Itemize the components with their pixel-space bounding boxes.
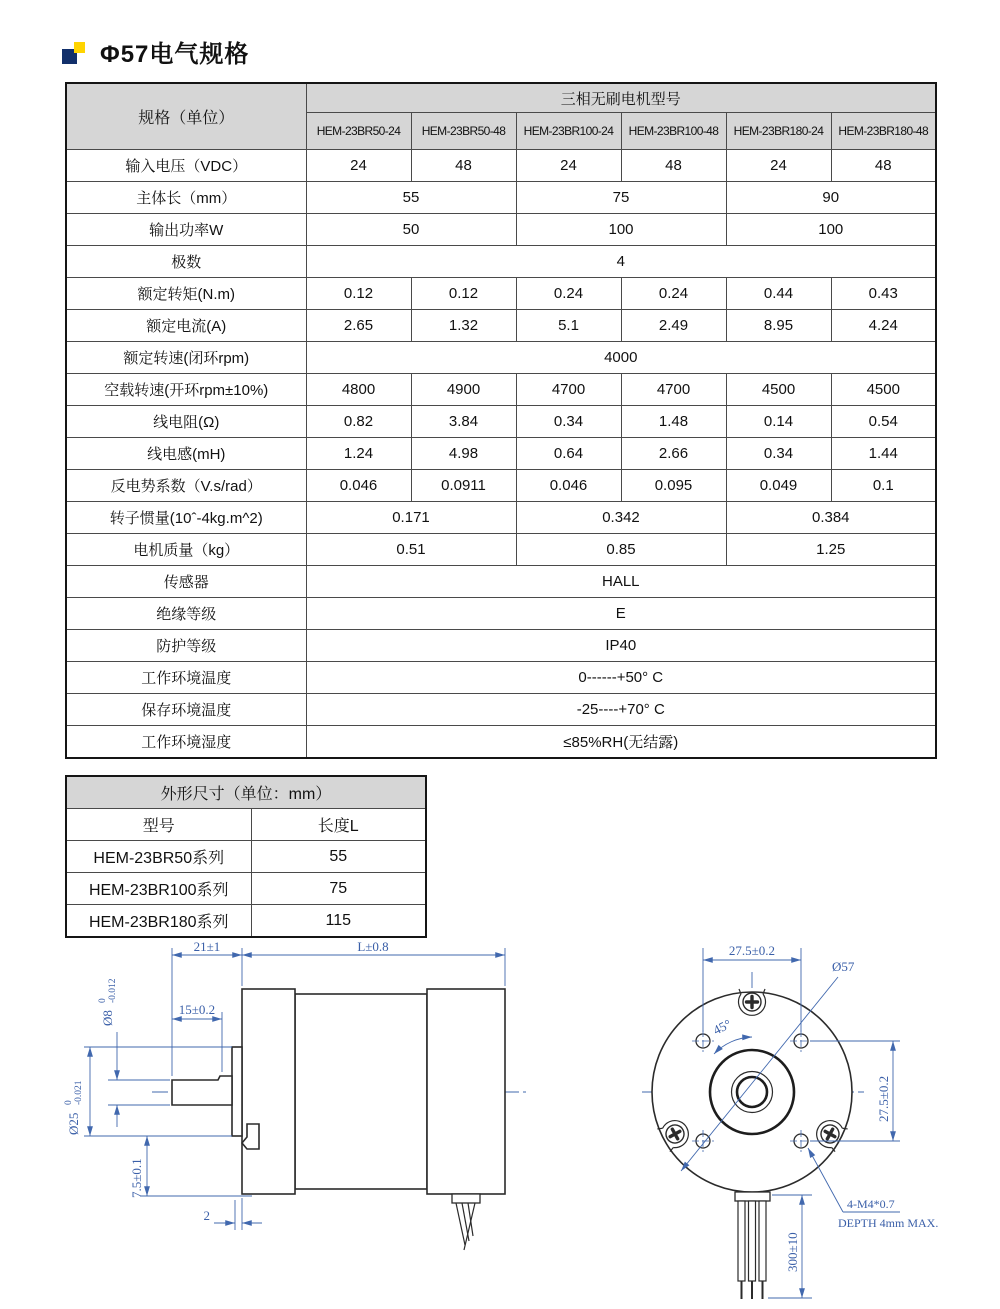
spec-row: [66, 502, 936, 534]
spec-cell-value: 0.34: [516, 406, 621, 438]
spec-row-label: 线电阻(Ω): [66, 406, 306, 438]
spec-cell-value: 0.54: [831, 406, 936, 438]
spec-cell-value: 100: [726, 214, 936, 246]
dim-model-cell: HEM-23BR180系列: [66, 905, 251, 938]
dim-length-cell: 55: [251, 841, 426, 873]
spec-cell-value: 1.44: [831, 438, 936, 470]
spec-cell-value: 0.24: [516, 278, 621, 310]
spec-cell-value: 1.48: [621, 406, 726, 438]
spec-cell-value: 24: [516, 150, 621, 182]
spec-row-label: 额定转速(闭环rpm): [66, 342, 306, 374]
dimension-table: [65, 775, 427, 938]
spec-cell-value: 5.1: [516, 310, 621, 342]
spec-cell-value: 2.66: [621, 438, 726, 470]
dim-table-row: [66, 905, 426, 938]
spec-cell-value: 48: [411, 150, 516, 182]
spec-cell-value: 0.095: [621, 470, 726, 502]
spec-table: [65, 82, 937, 759]
dim-model-cell: HEM-23BR50系列: [66, 841, 251, 873]
dim-wire-length-label: 300±10: [785, 1232, 800, 1272]
front-view-drawing: [642, 943, 938, 1299]
spec-cell-value: 0------+50° C: [306, 662, 936, 694]
spec-cell-value: 48: [831, 150, 936, 182]
spec-cell-value: 0.171: [306, 502, 516, 534]
spec-row: [66, 278, 936, 310]
spec-cell-value: 1.24: [306, 438, 411, 470]
spec-model-header: HEM-23BR100-48: [621, 113, 726, 150]
spec-table-body: [66, 150, 936, 759]
spec-row: [66, 214, 936, 246]
spec-cell-value: 4000: [306, 342, 936, 374]
spec-header-row-1: [66, 83, 936, 113]
spec-cell-value: 0.34: [726, 438, 831, 470]
spec-cell-value: IP40: [306, 630, 936, 662]
spec-row-label: 防护等级: [66, 630, 306, 662]
thread-note-line2: DEPTH 4mm MAX.: [838, 1216, 939, 1230]
spec-corner-label: 规格（单位）: [66, 83, 306, 150]
spec-cell-value: 4500: [831, 374, 936, 406]
dim-shaft-ext-label: 21±1: [193, 939, 221, 954]
technical-drawings: [0, 935, 1000, 1309]
spec-cell-value: E: [306, 598, 936, 630]
dim-shaft-len-label: 15±0.2: [178, 1002, 216, 1017]
dim-table-body: [66, 841, 426, 938]
spec-group-header: 三相无刷电机型号: [306, 83, 936, 113]
dim-length-cell: 75: [251, 873, 426, 905]
dim-holes-horizontal-label: 27.5±0.2: [728, 943, 776, 958]
spec-row-label: 空载转速(开环rpm±10%): [66, 374, 306, 406]
dim-col-header: 型号: [66, 809, 251, 841]
dim-table-header-row: [66, 809, 426, 841]
spec-row-label: 工作环境湿度: [66, 726, 306, 759]
spec-row-label: 保存环境温度: [66, 694, 306, 726]
spec-row: [66, 598, 936, 630]
spec-model-header: HEM-23BR180-48: [831, 113, 936, 150]
dim-table-row: [66, 841, 426, 873]
page-title: Φ57电气规格: [100, 41, 250, 68]
spec-cell-value: 0.0911: [411, 470, 516, 502]
spec-cell-value: 1.25: [726, 534, 936, 566]
spec-row: [66, 534, 936, 566]
spec-cell-value: 0.1: [831, 470, 936, 502]
spec-row: [66, 342, 936, 374]
spec-row-label: 额定电流(A): [66, 310, 306, 342]
spec-row: [66, 726, 936, 759]
spec-cell-value: 0.12: [306, 278, 411, 310]
spec-row: [66, 694, 936, 726]
spec-cell-value: 8.95: [726, 310, 831, 342]
spec-row: [66, 470, 936, 502]
dim-table-title-row: [66, 776, 426, 809]
spec-cell-value: 4800: [306, 374, 411, 406]
dim-col-header: 长度L: [251, 809, 426, 841]
dim-pilot-height-label: 7.5±0.1: [129, 1158, 144, 1198]
spec-row-label: 输出功率W: [66, 214, 306, 246]
spec-row: [66, 566, 936, 598]
spec-row: [66, 182, 936, 214]
spec-row: [66, 150, 936, 182]
spec-row-label: 额定转矩(N.m): [66, 278, 306, 310]
dia-pilot-label: Ø25: [66, 1112, 81, 1135]
spec-cell-value: 1.32: [411, 310, 516, 342]
spec-cell-value: 48: [621, 150, 726, 182]
spec-row: [66, 662, 936, 694]
spec-cell-value: 2.49: [621, 310, 726, 342]
spec-cell-value: 0.51: [306, 534, 516, 566]
thread-note-line1: 4-M4*0.7: [847, 1197, 895, 1211]
spec-row-label: 线电感(mH): [66, 438, 306, 470]
spec-row-label: 输入电压（VDC）: [66, 150, 306, 182]
spec-row: [66, 630, 936, 662]
spec-cell-value: 3.84: [411, 406, 516, 438]
spec-cell-value: 0.85: [516, 534, 726, 566]
spec-row-label: 极数: [66, 246, 306, 278]
spec-row-label: 电机质量（kg）: [66, 534, 306, 566]
spec-row-label: 主体长（mm）: [66, 182, 306, 214]
marker-yellow-square: [74, 42, 85, 53]
spec-cell-value: ≤85%RH(无结露): [306, 726, 936, 759]
spec-cell-value: 4.24: [831, 310, 936, 342]
spec-cell-value: -25----+70° C: [306, 694, 936, 726]
spec-cell-value: 24: [726, 150, 831, 182]
dia-outer-label: Ø57: [832, 959, 855, 974]
spec-cell-value: 0.384: [726, 502, 936, 534]
spec-cell-value: 0.64: [516, 438, 621, 470]
dim-plate-thickness-label: 2: [203, 1208, 210, 1223]
dim-holes-vertical-label: 27.5±0.2: [876, 1075, 891, 1122]
dia-shaft-tol-lower: -0.012: [108, 978, 118, 1003]
spec-cell-value: 0.046: [516, 470, 621, 502]
spec-cell-value: 75: [516, 182, 726, 214]
side-view-drawing: [64, 939, 528, 1250]
spec-cell-value: HALL: [306, 566, 936, 598]
spec-row: [66, 374, 936, 406]
spec-row-label: 绝缘等级: [66, 598, 306, 630]
dim-model-cell: HEM-23BR100系列: [66, 873, 251, 905]
spec-cell-value: 0.24: [621, 278, 726, 310]
spec-cell-value: 50: [306, 214, 516, 246]
spec-cell-value: 90: [726, 182, 936, 214]
dia-pilot-tol-upper: 0: [64, 1100, 74, 1105]
spec-row-label: 传感器: [66, 566, 306, 598]
spec-cell-value: 2.65: [306, 310, 411, 342]
spec-cell-value: 0.82: [306, 406, 411, 438]
spec-cell-value: 100: [516, 214, 726, 246]
spec-row: [66, 406, 936, 438]
spec-cell-value: 0.342: [516, 502, 726, 534]
dia-shaft-tol-upper: 0: [98, 998, 108, 1003]
dim-length-cell: 115: [251, 905, 426, 938]
spec-row: [66, 310, 936, 342]
spec-cell-value: 0.046: [306, 470, 411, 502]
spec-model-header: HEM-23BR100-24: [516, 113, 621, 150]
dim-table-row: [66, 873, 426, 905]
spec-row-label: 反电势系数（V.s/rad）: [66, 470, 306, 502]
spec-cell-value: 0.12: [411, 278, 516, 310]
spec-row: [66, 438, 936, 470]
spec-cell-value: 4700: [621, 374, 726, 406]
dim-body-length-label: L±0.8: [357, 939, 389, 954]
spec-cell-value: 24: [306, 150, 411, 182]
spec-model-header: HEM-23BR50-24: [306, 113, 411, 150]
spec-cell-value: 4: [306, 246, 936, 278]
spec-cell-value: 55: [306, 182, 516, 214]
dia-pilot-tol-lower: -0.021: [74, 1080, 84, 1105]
spec-row: [66, 246, 936, 278]
spec-cell-value: 4.98: [411, 438, 516, 470]
spec-cell-value: 4900: [411, 374, 516, 406]
spec-cell-value: 0.049: [726, 470, 831, 502]
spec-row-label: 转子惯量(10ˆ-4kg.m^2): [66, 502, 306, 534]
spec-cell-value: 4700: [516, 374, 621, 406]
spec-model-header: HEM-23BR180-24: [726, 113, 831, 150]
spec-row-label: 工作环境温度: [66, 662, 306, 694]
spec-cell-value: 0.43: [831, 278, 936, 310]
spec-cell-value: 0.14: [726, 406, 831, 438]
section-marker-icon: [62, 42, 88, 68]
spec-model-header: HEM-23BR50-48: [411, 113, 516, 150]
angle-label: 45°: [710, 1016, 734, 1038]
spec-cell-value: 0.44: [726, 278, 831, 310]
dim-table-title: 外形尺寸（单位：mm）: [66, 776, 426, 809]
spec-cell-value: 4500: [726, 374, 831, 406]
dia-shaft-label: Ø8: [100, 1010, 115, 1026]
